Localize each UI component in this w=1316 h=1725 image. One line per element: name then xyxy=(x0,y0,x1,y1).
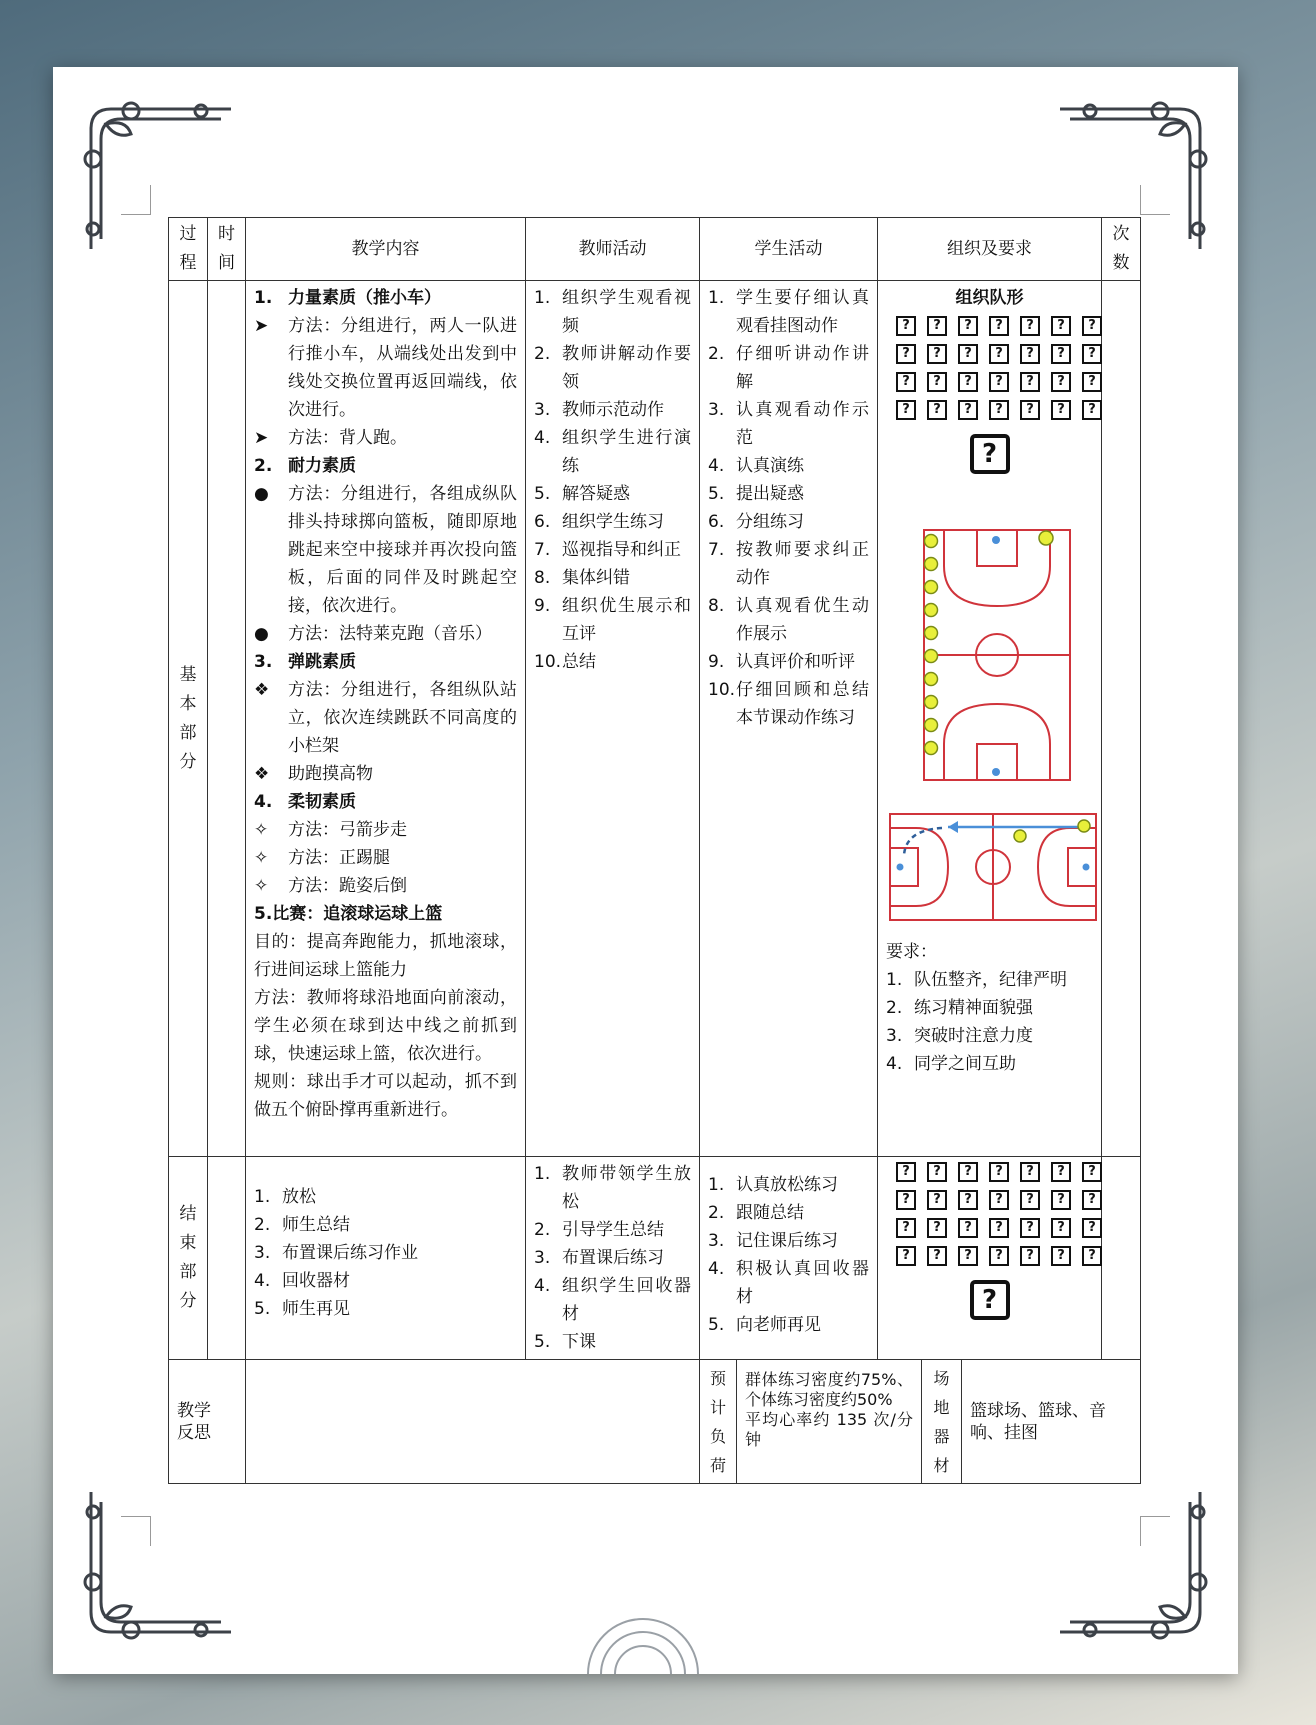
student-marker-icon: ? xyxy=(1082,372,1102,392)
basic-teacher xyxy=(526,281,700,1157)
dribble-path xyxy=(904,828,942,855)
load-label: 预计负荷 xyxy=(709,1368,726,1475)
student-activity-item xyxy=(708,480,869,508)
teacher-activity-item xyxy=(534,592,691,648)
student-marker-icon: ? xyxy=(927,1246,947,1266)
basic-part-row xyxy=(169,281,1141,1157)
student-activity-item xyxy=(708,1255,869,1311)
item-text: 引导学生总结 xyxy=(562,1220,664,1240)
content-section-title xyxy=(254,452,517,480)
item-text: 方法：跪姿后倒 xyxy=(288,876,407,896)
student-marker-icon: ? xyxy=(896,372,916,392)
item-number: 5. xyxy=(534,484,551,504)
hoop-bottom xyxy=(992,768,1000,776)
ending-content xyxy=(246,1157,526,1360)
header-content: 教学内容 xyxy=(246,218,526,281)
item-marker: ✧ xyxy=(254,820,269,840)
item-text: 学生要仔细认真观看挂图动作 xyxy=(736,288,869,336)
item-marker: 3. xyxy=(254,652,273,672)
student-dot xyxy=(925,627,938,640)
item-text: 按教师要求纠正动作 xyxy=(736,540,869,588)
item-number: 3. xyxy=(254,1243,271,1263)
content-item xyxy=(254,1211,517,1239)
item-number: 2. xyxy=(708,1203,725,1223)
student-activity-item xyxy=(708,1199,869,1227)
student-marker-icon: ? xyxy=(896,1218,916,1238)
item-number: 7. xyxy=(534,540,551,560)
content-method-item xyxy=(254,760,517,788)
student-marker-icon: ? xyxy=(1082,1162,1102,1182)
student-marker-icon: ? xyxy=(1051,1162,1071,1182)
reflection-label: 教学反思 xyxy=(177,1400,211,1443)
item-text: 布置课后练习 xyxy=(562,1248,664,1268)
content-section-title xyxy=(254,648,517,676)
ending-part-row xyxy=(169,1157,1141,1360)
student-activity-item xyxy=(708,536,869,592)
item-text: 回收器材 xyxy=(282,1271,350,1291)
student-marker-icon: ? xyxy=(1020,372,1040,392)
ending-organization xyxy=(878,1157,1102,1360)
item-text: 仔细听讲动作讲解 xyxy=(736,344,869,392)
stage-basic: 基本部分 xyxy=(169,281,208,1157)
content-method-item xyxy=(254,480,517,620)
item-text: 队伍整齐，纪律严明 xyxy=(914,970,1067,990)
item-text: 认真观看优生动作展示 xyxy=(736,596,869,644)
student-marker-icon: ? xyxy=(1051,400,1071,420)
student-marker-icon: ? xyxy=(989,1190,1009,1210)
student-marker-icon: ? xyxy=(989,1162,1009,1182)
student-markers xyxy=(925,535,938,755)
court-lines xyxy=(890,814,1096,920)
item-marker: ❖ xyxy=(254,764,270,784)
requirement-item xyxy=(886,1050,1093,1078)
student-activity-item xyxy=(708,284,869,340)
item-text: 组织学生回收器材 xyxy=(562,1276,691,1324)
content-method-item xyxy=(254,676,517,760)
load-values xyxy=(737,1360,922,1484)
teacher-activity-item xyxy=(534,424,691,480)
item-text: 认真演练 xyxy=(736,456,804,476)
student-marker-icon: ? xyxy=(1082,344,1102,364)
item-marker: 2. xyxy=(254,456,273,476)
content-method-item xyxy=(254,816,517,844)
student-marker-icon: ? xyxy=(1020,1246,1040,1266)
student-marker-icon: ? xyxy=(1051,372,1071,392)
item-text: 方法：弓箭步走 xyxy=(288,820,407,840)
teacher-marker-icon: ? xyxy=(970,1280,1010,1320)
requirement-item xyxy=(886,994,1093,1022)
item-number: 3. xyxy=(886,1026,903,1046)
venue-text: 篮球场、篮球、音响、挂图 xyxy=(962,1360,1141,1484)
item-number: 5. xyxy=(254,1299,271,1319)
item-number: 5. xyxy=(534,1332,551,1352)
student-marker-icon: ? xyxy=(989,344,1009,364)
item-number: 5. xyxy=(708,1315,725,1335)
student-marker-icon: ? xyxy=(896,316,916,336)
student-marker-icon: ? xyxy=(1020,1162,1040,1182)
header-time: 时间 xyxy=(208,218,246,281)
content-item xyxy=(254,1295,517,1323)
header-teacher: 教师活动 xyxy=(526,218,700,281)
item-number: 8. xyxy=(534,568,551,588)
student-dot xyxy=(925,650,938,663)
header-organization: 组织及要求 xyxy=(878,218,1102,281)
formation-title: 组织队形 xyxy=(955,288,1024,308)
student-marker-icon: ? xyxy=(989,372,1009,392)
student-marker-icon: ? xyxy=(989,1218,1009,1238)
item-text: 弹跳素质 xyxy=(288,652,356,672)
item-number: 10. xyxy=(534,652,562,672)
item-text: 方法：分组进行，各组成纵队排头持球掷向篮板，随即原地跳起来空中接球并再次投向篮板，后面的同伴及时跳起空接，依次进行。 xyxy=(288,484,517,616)
court-diagram-vertical xyxy=(886,486,1096,786)
formation-grid xyxy=(896,1162,1096,1266)
content-section-title xyxy=(254,284,517,312)
basic-content xyxy=(246,281,526,1157)
hoop-top xyxy=(992,536,1000,544)
item-text: 下课 xyxy=(562,1332,596,1352)
student-marker-icon: ? xyxy=(896,1190,916,1210)
student-dot xyxy=(925,696,938,709)
student-marker-icon: ? xyxy=(927,344,947,364)
requirement-item xyxy=(886,1022,1093,1050)
student-marker-icon: ? xyxy=(958,400,978,420)
student-marker-icon: ? xyxy=(1082,316,1102,336)
content-method-item xyxy=(254,424,517,452)
item-number: 4. xyxy=(254,1271,271,1291)
item-text: 放松 xyxy=(282,1187,316,1207)
item-number: 4. xyxy=(534,1276,551,1296)
crop-mark xyxy=(121,185,151,215)
student-marker-icon: ? xyxy=(958,1218,978,1238)
teacher-activity-item xyxy=(534,396,691,424)
item-number: 1. xyxy=(708,288,725,308)
item-text: 组织学生观看视频 xyxy=(562,288,691,336)
student-marker-icon: ? xyxy=(989,400,1009,420)
student-dot xyxy=(925,742,938,755)
item-text: 布置课后练习作业 xyxy=(282,1243,418,1263)
game-goal: 目的：提高奔跑能力，抓地滚球，行进间运球上篮能力 xyxy=(254,932,517,980)
item-text: 方法：分组进行，各组纵队站立，依次连续跳跃不同高度的小栏架 xyxy=(288,680,517,756)
item-text: 方法：分组进行，两人一队进行推小车，从端线处出发到中线处交换位置再返回端线，依次进行。 xyxy=(288,316,517,420)
item-text: 积极认真回收器材 xyxy=(736,1259,869,1307)
item-number: 4. xyxy=(708,1259,725,1279)
hoop-left xyxy=(897,864,904,871)
item-text: 师生总结 xyxy=(282,1215,350,1235)
item-text: 力量素质（推小车） xyxy=(288,288,441,308)
player-marker xyxy=(1014,830,1026,842)
student-marker-icon: ? xyxy=(1020,1218,1040,1238)
teacher-activity-item xyxy=(534,1328,691,1356)
item-text: 方法：法特莱克跑（音乐） xyxy=(288,624,492,644)
student-marker-icon: ? xyxy=(1020,400,1040,420)
time-basic xyxy=(208,281,246,1157)
reflection-label-cell xyxy=(169,1360,246,1484)
game-rule: 规则：球出手才可以起动，抓不到做五个俯卧撑再重新进行。 xyxy=(254,1072,517,1120)
item-number: 4. xyxy=(534,428,551,448)
stage-ending: 结束部分 xyxy=(169,1157,208,1360)
student-marker-icon: ? xyxy=(958,316,978,336)
reflection-content xyxy=(246,1360,700,1484)
student-dot xyxy=(925,673,938,686)
basic-student xyxy=(700,281,878,1157)
student-activity-item xyxy=(708,648,869,676)
student-activity-item xyxy=(708,592,869,648)
crop-mark xyxy=(1140,1516,1170,1546)
student-marker-icon: ? xyxy=(1051,1190,1071,1210)
student-marker-icon: ? xyxy=(1082,1190,1102,1210)
item-marker: ➤ xyxy=(254,316,269,336)
student-marker-icon: ? xyxy=(1020,1190,1040,1210)
content-method-item xyxy=(254,620,517,648)
ending-teacher xyxy=(526,1157,700,1360)
item-number: 6. xyxy=(534,512,551,532)
student-marker-icon: ? xyxy=(1020,344,1040,364)
header-student: 学生活动 xyxy=(700,218,878,281)
item-text: 认真评价和听评 xyxy=(736,652,855,672)
item-text: 助跑摸高物 xyxy=(288,764,373,784)
count-ending xyxy=(1102,1157,1141,1360)
student-marker-icon: ? xyxy=(896,1246,916,1266)
court-lines xyxy=(924,530,1070,780)
content-section-title xyxy=(254,788,517,816)
ornament-corner-bottom-left xyxy=(71,1482,241,1652)
ball-marker xyxy=(1039,531,1053,545)
item-number: 1. xyxy=(534,1164,551,1184)
requirement-item xyxy=(886,966,1093,994)
item-number: 9. xyxy=(708,652,725,672)
item-text: 同学之间互助 xyxy=(914,1054,1016,1074)
teacher-activity-item xyxy=(534,284,691,340)
item-number: 2. xyxy=(886,998,903,1018)
content-item xyxy=(254,1183,517,1211)
hoop-right xyxy=(1083,864,1090,871)
count-basic xyxy=(1102,281,1141,1157)
lesson-plan-table xyxy=(168,217,1141,1484)
item-text: 方法：正踢腿 xyxy=(288,848,390,868)
item-number: 4. xyxy=(708,456,725,476)
header-process: 过程 xyxy=(169,218,208,281)
item-text: 组织学生练习 xyxy=(562,512,664,532)
time-ending xyxy=(208,1157,246,1360)
student-marker-icon: ? xyxy=(927,1190,947,1210)
crop-mark xyxy=(1140,185,1170,215)
item-text: 教师带领学生放松 xyxy=(562,1164,691,1212)
teacher-activity-item xyxy=(534,508,691,536)
item-text: 提出疑惑 xyxy=(736,484,804,504)
student-activity-item xyxy=(708,1171,869,1199)
student-activity-item xyxy=(708,1311,869,1339)
item-number: 3. xyxy=(708,400,725,420)
item-number: 10. xyxy=(708,680,736,700)
item-text: 仔细回顾和总结本节课动作练习 xyxy=(736,680,869,728)
item-number: 1. xyxy=(534,288,551,308)
venue-label-cell xyxy=(922,1360,962,1484)
item-text: 师生再见 xyxy=(282,1299,350,1319)
item-text: 耐力素质 xyxy=(288,456,356,476)
student-marker-icon: ? xyxy=(896,400,916,420)
item-number: 7. xyxy=(708,540,725,560)
item-text: 解答疑惑 xyxy=(562,484,630,504)
document-page xyxy=(53,67,1238,1674)
ornament-bottom-medallion xyxy=(548,1614,738,1674)
court-diagram-horizontal xyxy=(886,810,1100,924)
content-item xyxy=(254,1239,517,1267)
teacher-activity-item xyxy=(534,648,691,676)
item-number: 4. xyxy=(886,1054,903,1074)
item-text: 组织学生进行演练 xyxy=(562,428,691,476)
student-dot xyxy=(925,719,938,732)
item-text: 方法：背人跑。 xyxy=(288,428,407,448)
content-list xyxy=(254,284,517,900)
item-marker: ❖ xyxy=(254,680,270,700)
item-number: 3. xyxy=(534,1248,551,1268)
item-marker: ● xyxy=(254,624,269,644)
item-number: 2. xyxy=(254,1215,271,1235)
item-text: 教师讲解动作要领 xyxy=(562,344,691,392)
student-marker-icon: ? xyxy=(927,372,947,392)
arrow-head xyxy=(948,821,958,833)
teacher-activity-item xyxy=(534,564,691,592)
item-number: 2. xyxy=(708,344,725,364)
student-marker-icon: ? xyxy=(989,1246,1009,1266)
student-activity-item xyxy=(708,396,869,452)
teacher-activity-item xyxy=(534,340,691,396)
item-marker: 4. xyxy=(254,792,273,812)
student-dot xyxy=(925,581,938,594)
item-marker: 1. xyxy=(254,288,273,308)
item-text: 柔韧素质 xyxy=(288,792,356,812)
load-label-cell xyxy=(700,1360,737,1484)
formation-grid xyxy=(896,316,1096,420)
student-marker-icon: ? xyxy=(927,400,947,420)
student-activity-item xyxy=(708,1227,869,1255)
student-activity-item xyxy=(708,452,869,480)
student-marker-icon: ? xyxy=(1082,1246,1102,1266)
ornament-corner-bottom-right xyxy=(1050,1482,1220,1652)
teacher-marker-icon: ? xyxy=(970,434,1010,474)
teacher-activity-item xyxy=(534,1216,691,1244)
content-method-item xyxy=(254,844,517,872)
crop-mark xyxy=(121,1516,151,1546)
item-marker: ➤ xyxy=(254,428,269,448)
item-number: 1. xyxy=(708,1175,725,1195)
item-number: 3. xyxy=(534,400,551,420)
item-text: 练习精神面貌强 xyxy=(914,998,1033,1018)
item-number: 2. xyxy=(534,344,551,364)
requirements-title: 要求： xyxy=(886,942,937,962)
student-marker-icon: ? xyxy=(958,1246,978,1266)
item-number: 8. xyxy=(708,596,725,616)
item-text: 分组练习 xyxy=(736,512,804,532)
item-number: 5. xyxy=(708,484,725,504)
item-number: 6. xyxy=(708,512,725,532)
ending-student xyxy=(700,1157,878,1360)
item-text: 组织优生展示和互评 xyxy=(562,596,691,644)
game-title: 5.比赛：追滚球运球上篮 xyxy=(254,904,443,924)
student-marker-icon: ? xyxy=(1082,1218,1102,1238)
teacher-activity-item xyxy=(534,1272,691,1328)
student-marker-icon: ? xyxy=(927,316,947,336)
student-marker-icon: ? xyxy=(927,1162,947,1182)
student-dot xyxy=(925,535,938,548)
requirements-list xyxy=(886,966,1093,1078)
student-marker-icon: ? xyxy=(989,316,1009,336)
item-text: 记住课后练习 xyxy=(736,1231,838,1251)
teacher-activity-item xyxy=(534,1160,691,1216)
header-row xyxy=(169,218,1141,281)
student-marker-icon: ? xyxy=(1051,344,1071,364)
item-number: 9. xyxy=(534,596,551,616)
item-text: 突破时注意力度 xyxy=(914,1026,1033,1046)
item-number: 2. xyxy=(534,1220,551,1240)
teacher-activity-item xyxy=(534,480,691,508)
student-marker-icon: ? xyxy=(1051,316,1071,336)
student-marker-icon: ? xyxy=(958,344,978,364)
teacher-activity-item xyxy=(534,1244,691,1272)
item-text: 教师示范动作 xyxy=(562,400,664,420)
student-marker-icon: ? xyxy=(896,1162,916,1182)
item-text: 集体纠错 xyxy=(562,568,630,588)
item-marker: ✧ xyxy=(254,876,269,896)
student-marker-icon: ? xyxy=(958,1162,978,1182)
student-dot xyxy=(925,558,938,571)
student-activity-item xyxy=(708,340,869,396)
content-method-item xyxy=(254,872,517,900)
student-marker-icon: ? xyxy=(958,372,978,392)
student-marker-icon: ? xyxy=(896,344,916,364)
item-text: 认真放松练习 xyxy=(736,1175,838,1195)
item-marker: ● xyxy=(254,484,269,504)
content-item xyxy=(254,1267,517,1295)
item-text: 跟随总结 xyxy=(736,1203,804,1223)
student-activity-item xyxy=(708,508,869,536)
student-marker-icon: ? xyxy=(1020,316,1040,336)
game-method: 方法：教师将球沿地面向前滚动，学生必须在球到达中线之前抓到球，快速运球上篮，依次进行。 xyxy=(254,988,517,1064)
item-number: 1. xyxy=(254,1187,271,1207)
load-density: 群体练习密度约75%、个体练习密度约50% xyxy=(745,1370,913,1409)
teacher-activity-item xyxy=(534,536,691,564)
item-text: 总结 xyxy=(562,652,596,672)
student-marker-icon: ? xyxy=(1082,400,1102,420)
venue-label: 场地器材 xyxy=(933,1368,950,1475)
basic-organization xyxy=(878,281,1102,1157)
student-marker-icon: ? xyxy=(927,1218,947,1238)
reflection-row xyxy=(169,1360,1141,1484)
student-marker-icon: ? xyxy=(958,1190,978,1210)
student-activity-item xyxy=(708,676,869,732)
student-marker-icon: ? xyxy=(1051,1218,1071,1238)
ball-marker xyxy=(1078,820,1090,832)
content-method-item xyxy=(254,312,517,424)
student-marker-icon: ? xyxy=(1051,1246,1071,1266)
item-text: 向老师再见 xyxy=(736,1315,821,1335)
item-number: 1. xyxy=(886,970,903,990)
item-number: 3. xyxy=(708,1231,725,1251)
header-count: 次数 xyxy=(1102,218,1141,281)
item-text: 认真观看动作示范 xyxy=(736,400,869,448)
item-marker: ✧ xyxy=(254,848,269,868)
item-text: 巡视指导和纠正 xyxy=(562,540,681,560)
load-heart-rate: 平均心率约 135 次/分钟 xyxy=(745,1410,913,1449)
student-dot xyxy=(925,604,938,617)
